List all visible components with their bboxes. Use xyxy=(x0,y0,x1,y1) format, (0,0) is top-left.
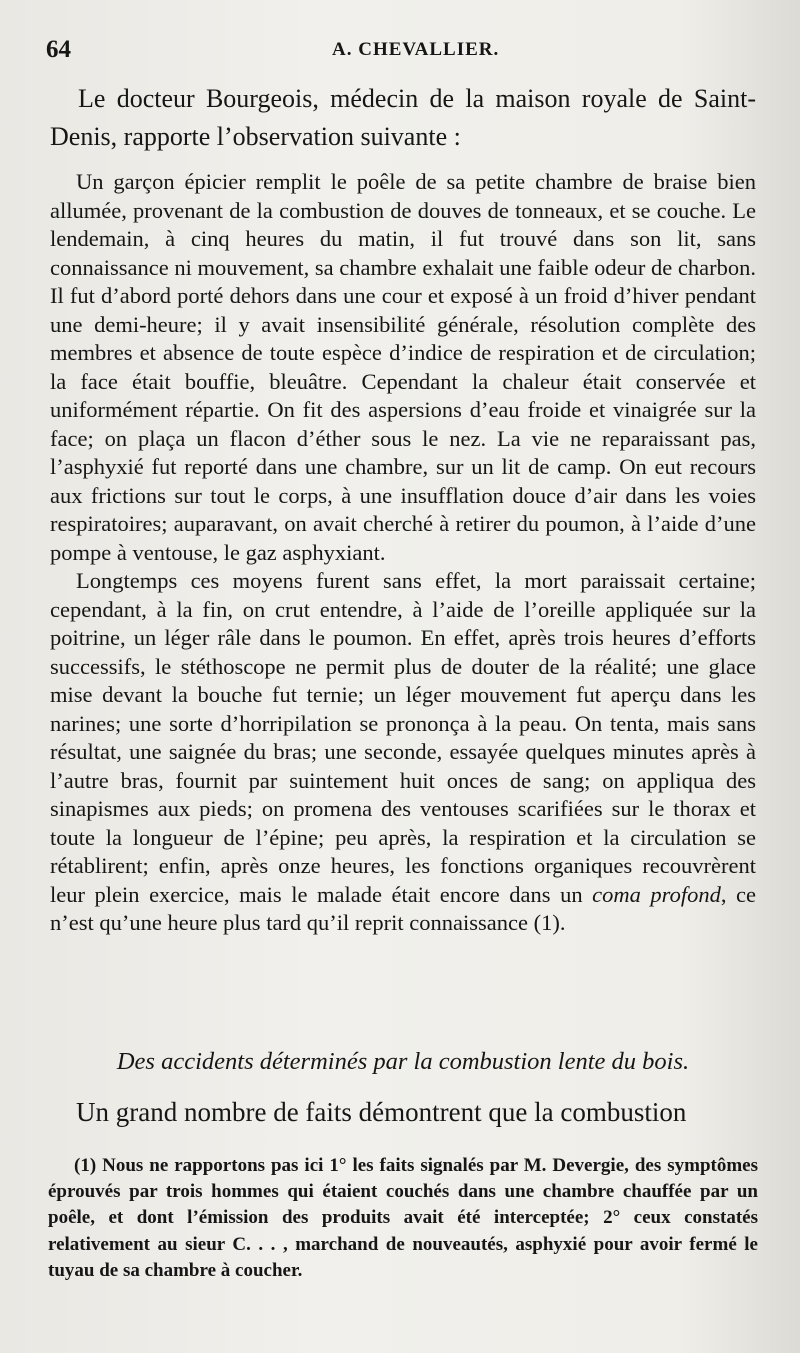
section-heading: Des accidents déterminés par la combustion lente du bois. xyxy=(116,1048,690,1075)
intro-paragraph: Le docteur Bourgeois, médecin de la maison royale de Saint-Denis, rapporte l’observation suivante : xyxy=(50,84,756,151)
page-header xyxy=(46,30,754,64)
observation-paragraph-2-text: Longtemps ces moyens furent sans effet, la mort paraissait certaine; cependant, à la fin, on crut entendre, à l’aide de l’oreille appliquée sur la poitrine, un léger râle dans le poumon. En effet, après trois heures d’efforts successifs, le stéthoscope ne permit plus de douter de la réalité; une glace mise devant la bouche fut ternie; un léger mouvement fut aperçu dans les narines; une sorte d’horripilation se prononça à la peau. On tenta, mais sans résultat, une saignée du bras; une seconde, essayée quelques minutes après à l’autre bras, fournit par suintement huit onces de sang; on appliqua des sinapismes aux pieds; on promena des ventouses scarifiées sur le thorax et toute la longueur de l’épine; peu après, la respiration et la circulation se rétablirent; enfin, après onze heures, les fonctions organiques recouvrèrent leur plein exercice, mais le malade était encore dans un xyxy=(50,568,756,907)
page-number: 64 xyxy=(46,36,71,63)
footnote xyxy=(48,1153,758,1284)
observation-paragraph-2 xyxy=(50,567,756,938)
italic-phrase: coma profond xyxy=(592,881,721,907)
observation-text xyxy=(50,168,756,938)
observation-paragraph-1: Un garçon épicier remplit le poêle de sa petite chambre de braise bien allumée, provenant de la combustion de douves de tonneaux, et se couche. Le lendemain, à cinq heures du matin, il fut trouvé dans son lit, sans connaissance ni mouvement, sa chambre exhalait une faible odeur de charbon. Il fut d’abord porté dehors dans une cour et exposé à un froid d’hiver pendant une demi-heure; il y avait insensibilité générale, résolution complète des membres et absence de toute espèce d’indice de respiration et de circulation; la face était bouffie, bleuâtre. Cependant la chaleur était conservée et uniformément répartie. On fit des aspersions d’eau froide et vinaigrée sur la face; on plaça un flacon d’éther sous le nez. La vie ne reparaissant pas, l’asphyxié fut reporté dans une chambre, sur un lit de camp. On eut recours aux frictions sur tout le corps, à une insufflation douce d’air dans les voies respiratoires; auparavant, on avait cherché à retirer du poumon, à l’aide d’une pompe à ventouse, le gaz asphyxiant. xyxy=(50,169,756,565)
running-head: A. CHEVALLIER. xyxy=(332,39,500,60)
observation-paragraph-2-end: , ce n’est qu’une heure plus tard qu’il reprit connaissance (1). xyxy=(50,881,756,935)
section-lead-line: Un grand nombre de faits démontrent que la combustion xyxy=(76,1097,687,1127)
footnote-text: (1) Nous ne rapportons pas ici 1° les faits signalés par M. Devergie, des symptômes éprouvés par trois hommes qui étaient couchés dans une chambre chauffée par un poêle, et dont l’émission des produits avait été interceptée; 2° ceux constatés relativement au sieur C. . . , marchand de nouveautés, asphyxié pour avoir fermé le tuyau de sa chambre à coucher. xyxy=(48,1155,758,1281)
